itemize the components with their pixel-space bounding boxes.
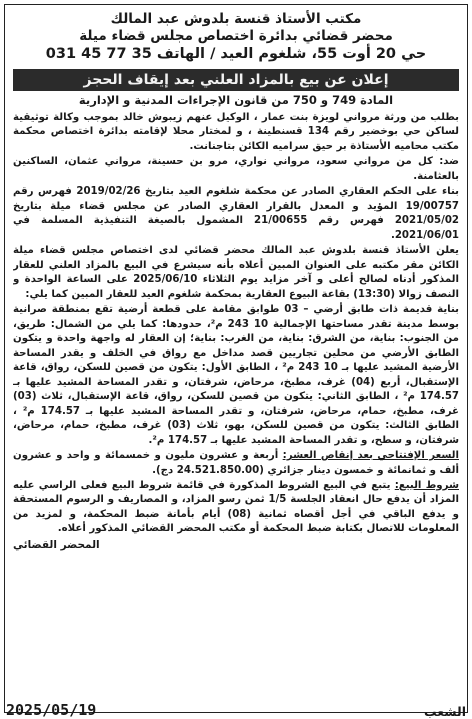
opening-price-text: أربعة و عشرون مليون و خمسمائة و واحد و عشرون ألف و ثمانمائة و خمسون دينار جزائري (24.521.850.00 دج).: [13, 450, 459, 476]
sale-conditions-text: يتبع في البيع الشروط المذكورة في قائمة شروط البيع فعلى الراسي عليه المزاد أن يدفع حال انعقاد الجلسة 1/5 ثمن رسو المزاد، و المصاريف و الرسوم المستحقة و يدفع الباقي في أجل أقصاه ثمانية (08) أيام بأمانة ضبط المحكمة، و لمزيد من المعلومات للاتصال بكتابة ضبط المحكمة أو مكتب المحضر القضائي المذكور أعلاه.: [13, 479, 459, 535]
auction-announcement-paragraph: يعلن الأستاذ قنسة بلدوش عبد المالك محضر قضائي لدى اختصاص مجلس قضاء ميلة الكائن مقر مكتبه على العنوان المبين أعلاه بأنه سيشرع في البيع بالمزاد العلني للعقار المذكور أدناه لصالح أعلى و آخر مزايد يوم الثلاثاء 2025/06/10 على الساعة الواحدة و النصف زوالا (13:30) بقاعة البيوع العقارية بمحكمة شلغوم العيد للعقار المبين كما يلي:: [13, 245, 459, 300]
petitioner-paragraph: بطلب من ورثة مرواني لويزة بنت عمار ، الوكيل عنهم زيبوش خالد بموجب وكالة توثيقية لساكن حي بوخضير رقم 134 قسنطينة ، و لمختار محلا لإقامته بدائرة اختصاص محكمة مكتب محاميه الأستاذة بر حيق سراميه الكائن بتاجنانت.: [13, 111, 459, 152]
opening-price-paragraph: [13, 449, 459, 478]
opening-price-label: السعر الإفتتاحي بعد إنقاص العشر:: [282, 450, 459, 462]
publication-footer: [6, 699, 466, 719]
defendants-paragraph: ضد: كل من مرواني سعود، مرواني نواري، مرو بن حسينة، مرواني عثمان، الساكنين بالعثامنة.: [13, 156, 459, 182]
sale-conditions-paragraph: [13, 479, 459, 537]
notice-frame: [4, 4, 468, 713]
office-address: حي 20 أوت 55، شلغوم العيد / الهاتف 35 77 45 031: [45, 45, 427, 62]
notice-header: [13, 11, 459, 63]
signer-label: المحضر القضائي: [13, 538, 100, 551]
notice-body: [13, 111, 459, 708]
notice-banner: إعلان عن بيع بالمزاد العلني بعد إيقاف الحجز: [13, 69, 459, 91]
newspaper-name: الشعب: [424, 704, 466, 719]
office-name: مكتب الأستاذ قنسة بلدوش عبد المالك: [110, 11, 362, 27]
publication-date: 2025/05/19: [6, 701, 97, 719]
legal-reference: المادة 749 و 750 من قانون الإجراءات المدنية و الإدارية: [78, 92, 394, 107]
office-title: محضر قضائي بدائرة اختصاص مجلس قضاء ميلة: [79, 27, 393, 44]
sale-conditions-label: شروط البيع:: [394, 479, 459, 491]
property-description-paragraph: بناية قديمة ذات طابق أرضي – 03 طوابق مقامة على قطعة أرضية تقع بمنطقة صرانية بوسط مدينة تقدر مساحتها الإجمالية 10 243 م²، حدودها: كما يلي من الشمال: طريق، من الجنوب: بناية، من الشرق: بناية، من الغرب: بناية؛ إن العقار له واجهة واحدة و يتكون الطابق الأرضي من محلين تجاريين قصد مداخل مع رواق في الخلف و يقدر المساحة الأرضية المشيد عليها بـ 10 243 م² ، الطابق الأول: يتكون من قصين للسكن، رواق، قاعة الإستقبال، أربع (04) غرف، مطبخ، مرحاض، شرفتان، و تقدر المساحة المشيد عليها بـ 174.57 م² ، الطابق الثاني: يتكون من قصين للسكن، رواق، قاعة الإستقبال، ثلاث (03) غرف، مطبخ، حمام، مرحاض، شرفتان، و تقدر المساحة المشيد عليها بـ 174.57 م² ، الطابق الثالث: يتكون من قصين للسكن، بهو، ثلاث (03) غرف، مطبخ، حمام، مرحاض، شرفتان، و سطح، و تقدر المساحة المشيد عليها بـ 174.57 م².: [13, 304, 459, 446]
judgment-paragraph: بناء على الحكم العقاري الصادر عن محكمة شلغوم العيد بتاريخ 2019/02/26 فهرس رقم 19/00757 المؤيد و المعدل بالقرار العقاري الصادر عن مجلس قضاء ميلة بتاريخ 2021/05/02 فهرس رقم 21/00655 المشمول بالصيغة التنفيذية المسلمة في 2021/06/01.: [13, 186, 459, 241]
